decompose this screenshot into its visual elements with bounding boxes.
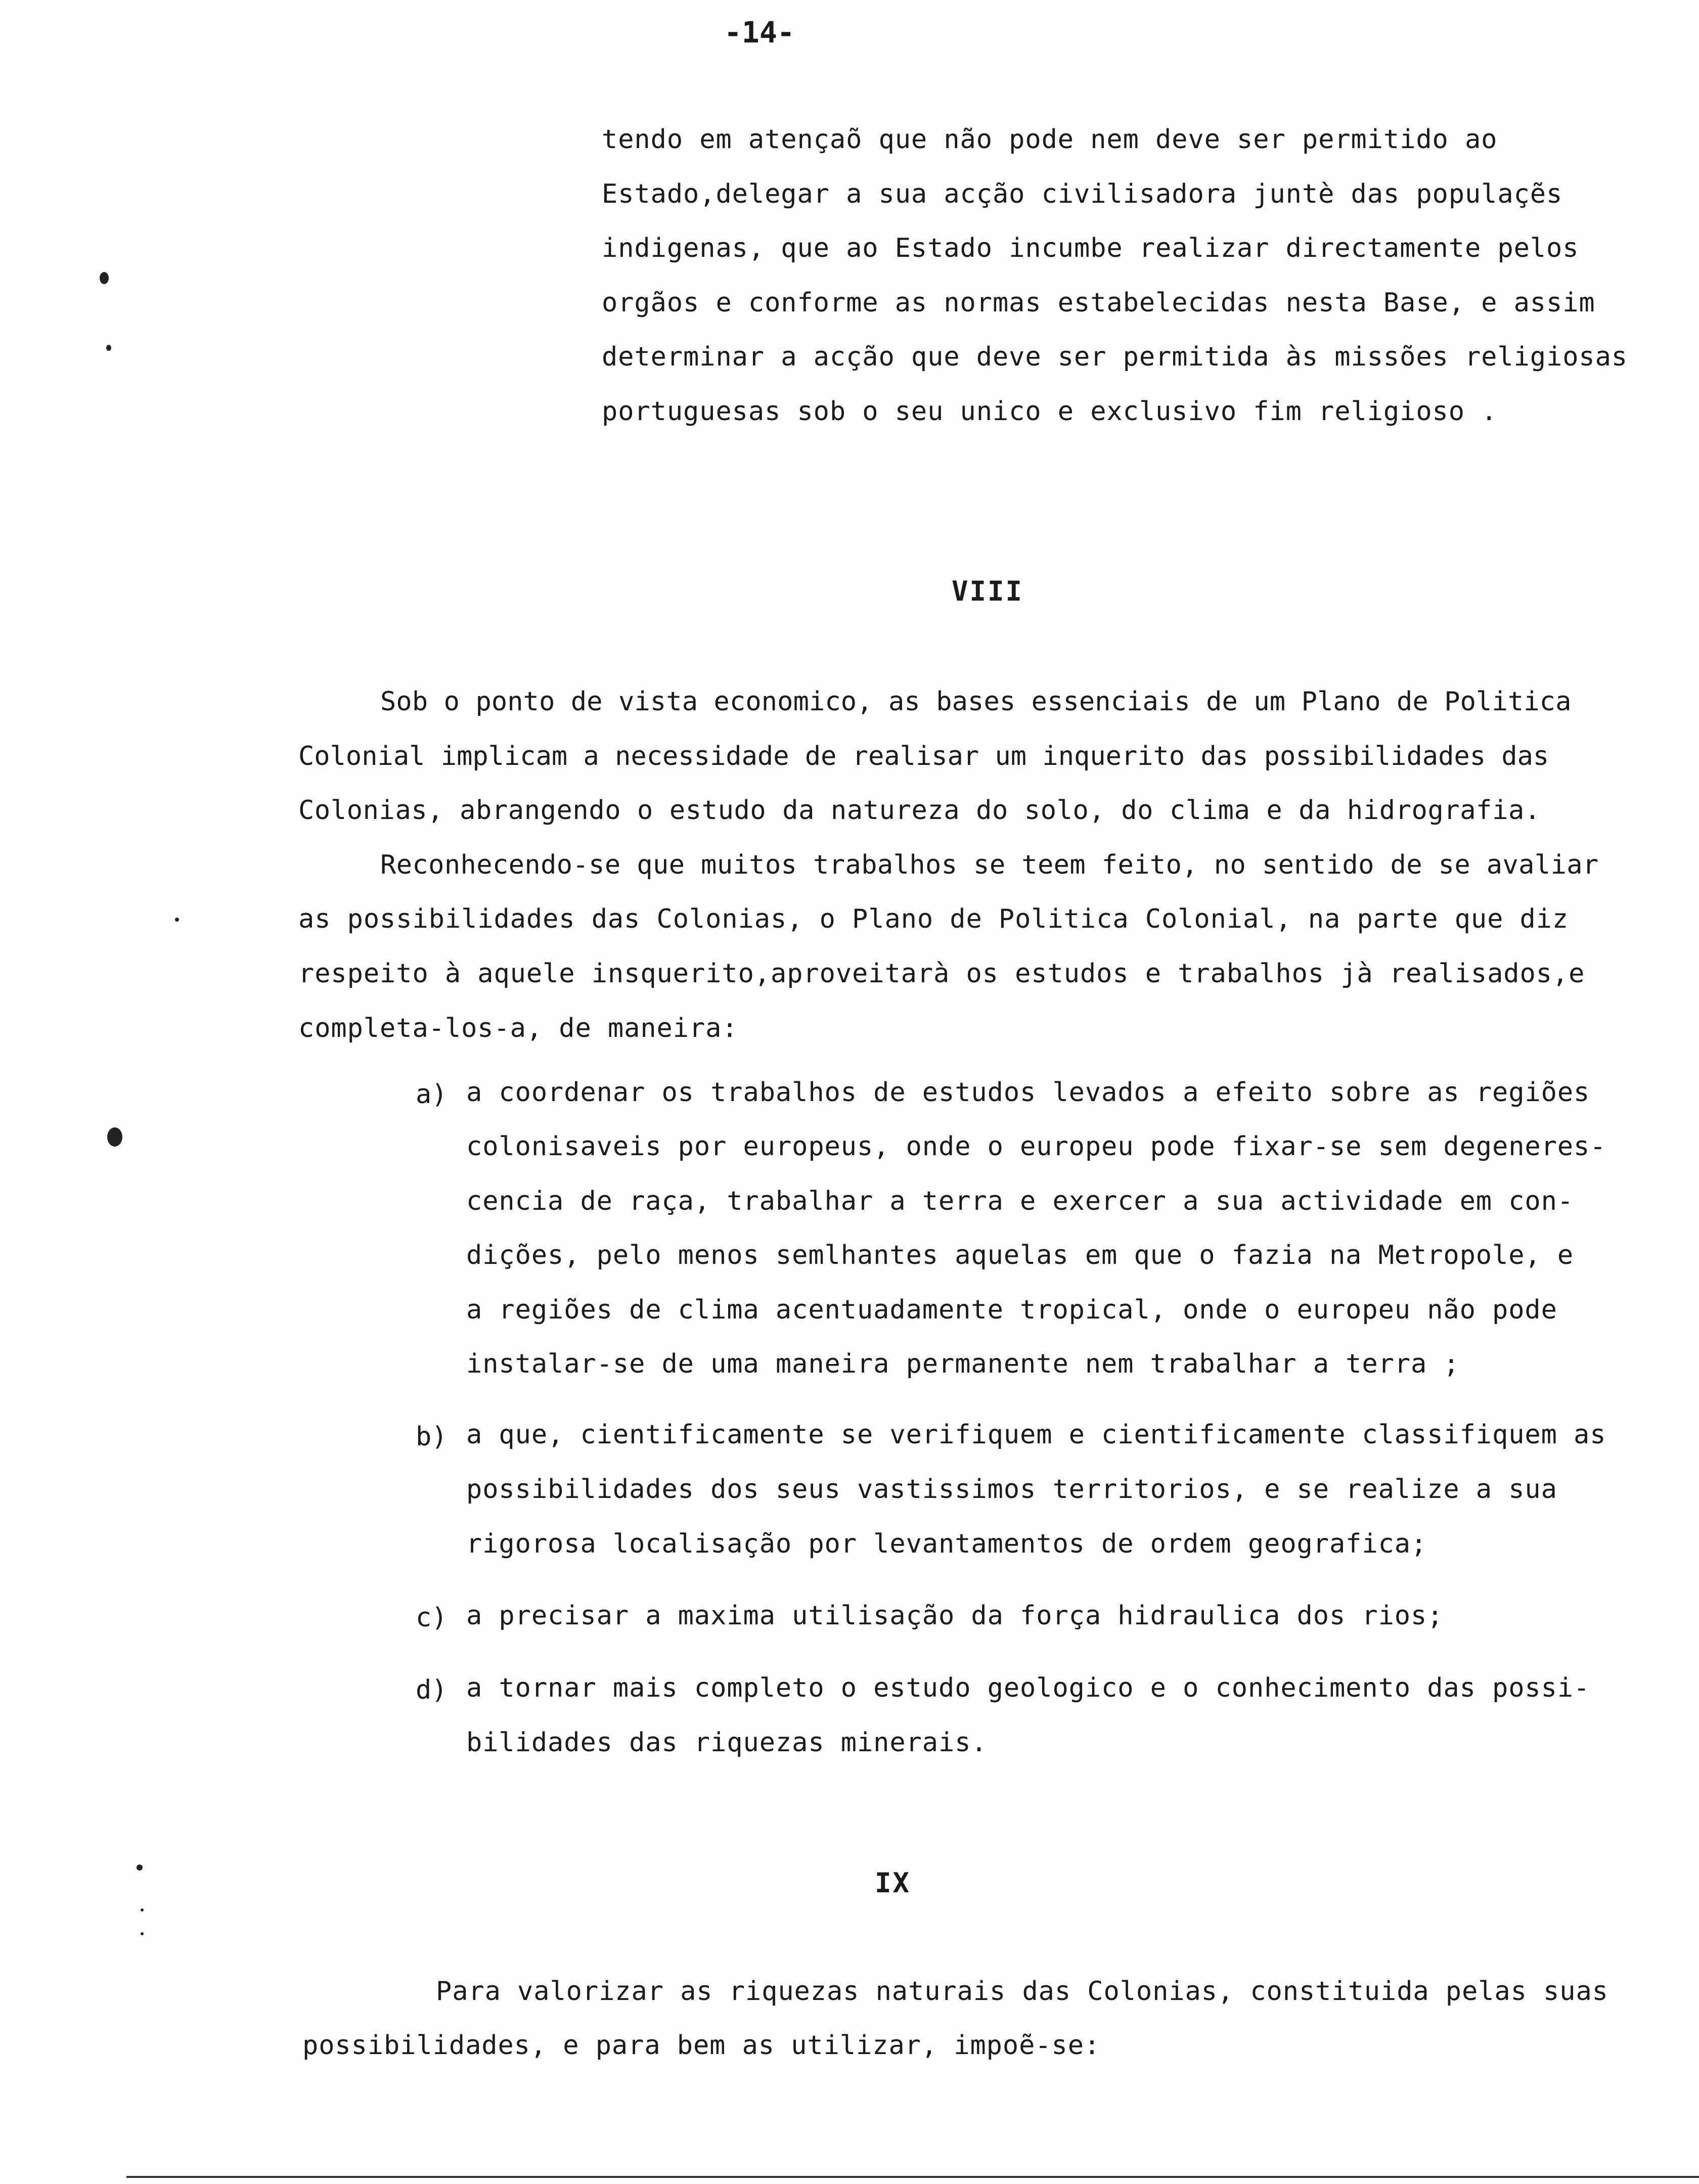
scan-speck (100, 272, 109, 284)
paragraph-line: Colonial implicam a necessidade de realisar um inquerito das possibilidades das (298, 741, 1549, 771)
list-item-letter-a: a) (416, 1079, 448, 1110)
list-item-line: possibilidades dos seus vastissimos territorios, e se realize a sua (466, 1474, 1557, 1505)
paragraph-line: Para valorizar as riquezas naturais das Colonias, constituida pelas suas (436, 1976, 1608, 2007)
scan-speck (106, 345, 111, 351)
list-item-line: a tornar mais completo o estudo geologico e o conhecimento das possi- (466, 1673, 1590, 1703)
paragraph-line: Sob o ponto de vista economico, as bases essenciais de um Plano de Politica (380, 687, 1572, 717)
intro-line: orgãos e conforme as normas estabelecidas nesta Base, e assim (602, 288, 1595, 318)
list-item-line: a que, cientificamente se verifiquem e cientificamente classifiquem as (466, 1420, 1606, 1450)
list-item-line: instalar-se de uma maneira permanente nem trabalhar a terra ; (466, 1349, 1460, 1379)
list-item-line: a regiões de clima acentuadamente tropical, onde o europeu não pode (466, 1295, 1557, 1325)
intro-line: indigenas, que ao Estado incumbe realizar directamente pelos (602, 233, 1579, 263)
scan-speck (137, 1864, 143, 1871)
section-heading-ix: IX (875, 1867, 911, 1899)
scan-speck (141, 1908, 144, 1912)
paragraph-line: respeito à aquele insquerito,aproveitarà os estudos e trabalhos jà realisados,e (298, 959, 1585, 989)
list-item-line: dições, pelo menos semlhantes aquelas em que o fazia na Metropole, e (466, 1240, 1574, 1270)
list-item-line: colonisaveis por europeus, onde o europeu pode fixar-se sem degeneres- (466, 1131, 1606, 1162)
intro-line: tendo em atençaõ que não pode nem deve ser permitido ao (602, 124, 1498, 155)
paragraph-line: Reconhecendo-se que muitos trabalhos se teem feito, no sentido de se avaliar (380, 850, 1599, 880)
list-item-line: a precisar a maxima utilisação da força hidraulica dos rios; (466, 1601, 1444, 1631)
list-item-letter-d: d) (416, 1675, 448, 1705)
section-heading-viii: VIII (952, 575, 1024, 607)
list-item-line: bilidades das riquezas minerais. (466, 1727, 988, 1758)
bottom-rule (126, 2176, 1699, 2178)
paragraph-line: completa-los-a, de maneira: (298, 1013, 738, 1043)
list-item-line: a coordenar os trabalhos de estudos levados a efeito sobre as regiões (466, 1077, 1590, 1108)
list-item-line: rigorosa localisação por levantamentos de ordem geografica; (466, 1529, 1427, 1559)
scan-speck (175, 918, 179, 922)
paragraph-line: as possibilidades das Colonias, o Plano de Politica Colonial, na parte que diz (298, 904, 1569, 934)
intro-line: determinar a acção que deve ser permitida às missões religiosas (602, 342, 1628, 372)
paragraph-line: Colonias, abrangendo o estudo da natureza do solo, do clima e da hidrografia. (298, 795, 1541, 826)
intro-line: Estado,delegar a sua acção civilisadora juntè das populaçẽs (602, 179, 1563, 209)
scan-speck (141, 1932, 144, 1935)
page-number: -14- (724, 15, 795, 50)
list-item-letter-b: b) (416, 1422, 448, 1452)
list-item-letter-c: c) (416, 1603, 448, 1633)
scan-speck (107, 1127, 122, 1147)
intro-line: portuguesas sob o seu unico e exclusivo fim religioso . (602, 396, 1498, 427)
list-item-line: cencia de raça, trabalhar a terra e exercer a sua actividade em con- (466, 1186, 1574, 1216)
paragraph-line: possibilidades, e para bem as utilizar, impoẽ-se: (302, 2030, 1101, 2061)
